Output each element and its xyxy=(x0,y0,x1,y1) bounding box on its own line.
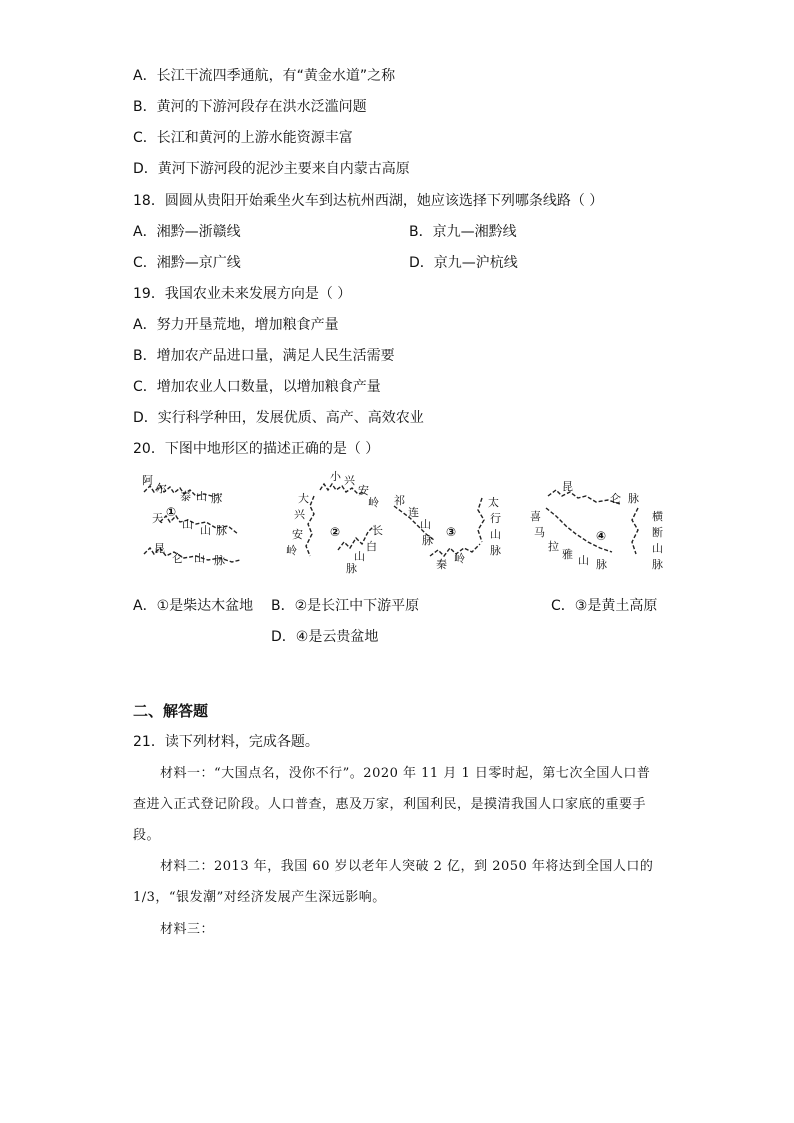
map1-label-h: 山 xyxy=(182,518,193,531)
map2-label-e: 大 xyxy=(298,492,309,505)
q17-option-a: A．长江干流四季通航，有“黄金水道”之称 xyxy=(133,68,396,84)
map3-label-j: 山 xyxy=(490,528,501,541)
q18-option-c: C．湘黔—京广线 xyxy=(133,255,241,271)
map1-number: ① xyxy=(166,505,177,519)
map2-label-k: 白 xyxy=(366,540,377,553)
q19-option-d: D．实行科学种田，发展优质、高产、高效农业 xyxy=(133,410,424,426)
map1-label-f: 天 xyxy=(152,512,163,525)
q17-option-d: D．黄河下游河段的泥沙主要来自内蒙古高原 xyxy=(133,161,410,177)
terrain-map-1 xyxy=(140,472,250,572)
map4-label-b: 仑 xyxy=(610,492,621,505)
map4-label-f: 马 xyxy=(534,526,545,539)
map1-label-d: 山 xyxy=(196,490,207,503)
q19-stem: 19．我国农业未来发展方向是（ ） xyxy=(133,286,352,302)
terrain-map-2 xyxy=(280,466,390,576)
q18-option-d: D．京九—沪杭线 xyxy=(409,255,518,271)
material-2-line-2: 1/3，“银发潮”对经济发展产生深远影响。 xyxy=(133,890,386,905)
map2-label-m: 脉 xyxy=(346,562,357,575)
q20-option-d: D．④是云贵盆地 xyxy=(271,629,379,645)
map3-label-c: 山 xyxy=(420,518,431,531)
material-3-line-1: 材料三： xyxy=(160,922,215,937)
map2-label-l: 山 xyxy=(354,550,365,563)
q17-option-c: C．长江和黄河的上游水能资源丰富 xyxy=(133,130,353,146)
section-title: 二、解答题 xyxy=(133,702,209,720)
map2-label-d: 岭 xyxy=(368,496,379,509)
map1-label-a: 阿 xyxy=(142,474,153,487)
map3-label-h: 太 xyxy=(488,496,499,509)
material-2-line-1: 材料二：2013 年，我国 60 岁以老年人突破 2 亿，到 2050 年将达到全国人口的 xyxy=(160,859,654,874)
map4-label-i: 山 xyxy=(578,554,589,567)
map2-label-a: 小 xyxy=(330,470,341,483)
q21-stem: 21．读下列材料，完成各题。 xyxy=(133,734,319,750)
map4-label-d: 脉 xyxy=(628,492,639,505)
map1-label-b: 尔 xyxy=(156,482,167,495)
map2-label-b: 兴 xyxy=(344,474,355,487)
map1-label-j: 脉 xyxy=(216,524,227,537)
terrain-map-4 xyxy=(528,472,668,574)
map4-label-a: 昆 xyxy=(562,480,573,493)
map1-label-k: 昆 xyxy=(154,542,165,555)
q19-option-b: B．增加农产品进口量，满足人民生活需要 xyxy=(133,348,395,364)
q20-option-c: C．③是黄土高原 xyxy=(551,598,658,614)
map4-label-h: 雅 xyxy=(562,548,573,561)
map1-label-m: 山 xyxy=(194,552,205,565)
map4-label-l: 横 xyxy=(652,510,663,523)
map2-label-f: 兴 xyxy=(294,508,305,521)
map3-number: ③ xyxy=(446,525,457,539)
map2-number: ② xyxy=(330,525,341,539)
map2-label-h: 岭 xyxy=(286,544,297,557)
map4-label-o: 脉 xyxy=(652,558,663,571)
map2-label-c: 安 xyxy=(358,484,369,497)
map4-label-m: 断 xyxy=(652,526,663,539)
q18-option-a: A．湘黔—浙赣线 xyxy=(133,224,241,240)
map4-number: ④ xyxy=(596,529,607,543)
map4-label-j: 脉 xyxy=(596,558,607,571)
map1-label-i: 山 xyxy=(200,524,211,537)
terrain-map-3 xyxy=(390,478,510,573)
map2-label-j: 长 xyxy=(372,524,383,537)
material-1-line-3: 段。 xyxy=(133,828,161,843)
map3-label-g: 岭 xyxy=(454,552,465,565)
map3-label-i: 行 xyxy=(490,512,501,525)
map3-label-k: 脉 xyxy=(490,544,501,557)
map4-label-g: 拉 xyxy=(548,540,559,553)
q20-stem: 20．下图中地形区的描述正确的是（ ） xyxy=(133,441,380,457)
q18-stem: 18．圆圆从贵阳开始乘坐火车到达杭州西湖，她应该选择下列哪条线路（ ） xyxy=(133,193,604,209)
material-1-line-2: 查进入正式登记阶段。人口普查，惠及万家，利国利民，是摸清我国人口家底的重要手 xyxy=(133,797,647,812)
map4-label-e: 喜 xyxy=(530,510,541,523)
q18-option-b: B．京九—湘黔线 xyxy=(409,224,517,240)
map2-label-g: 安 xyxy=(292,528,303,541)
q20-option-b: B．②是长江中下游平原 xyxy=(271,598,420,614)
map1-label-n: 脉 xyxy=(214,554,225,567)
map4-label-n: 山 xyxy=(652,542,663,555)
q17-option-b: B．黄河的下游河段存在洪水泛滥问题 xyxy=(133,99,367,115)
map1-label-l: 仑 xyxy=(172,552,183,565)
map1-label-c: 泰 xyxy=(180,490,191,503)
material-1-line-1: 材料一：“大国点名，没你不行”。2020 年 11 月 1 日零时起，第七次全国人口普 xyxy=(160,766,651,781)
q20-option-a: A．①是柴达木盆地 xyxy=(133,598,254,614)
map3-label-a: 祁 xyxy=(394,494,405,507)
q19-option-c: C．增加农业人口数量，以增加粮食产量 xyxy=(133,379,381,395)
map3-label-b: 连 xyxy=(408,506,419,519)
map3-label-d: 脉 xyxy=(422,534,433,547)
q19-option-a: A．努力开垦荒地，增加粮食产量 xyxy=(133,317,339,333)
map3-label-f: 秦 xyxy=(436,558,447,571)
map1-label-e: 脉 xyxy=(211,492,222,505)
